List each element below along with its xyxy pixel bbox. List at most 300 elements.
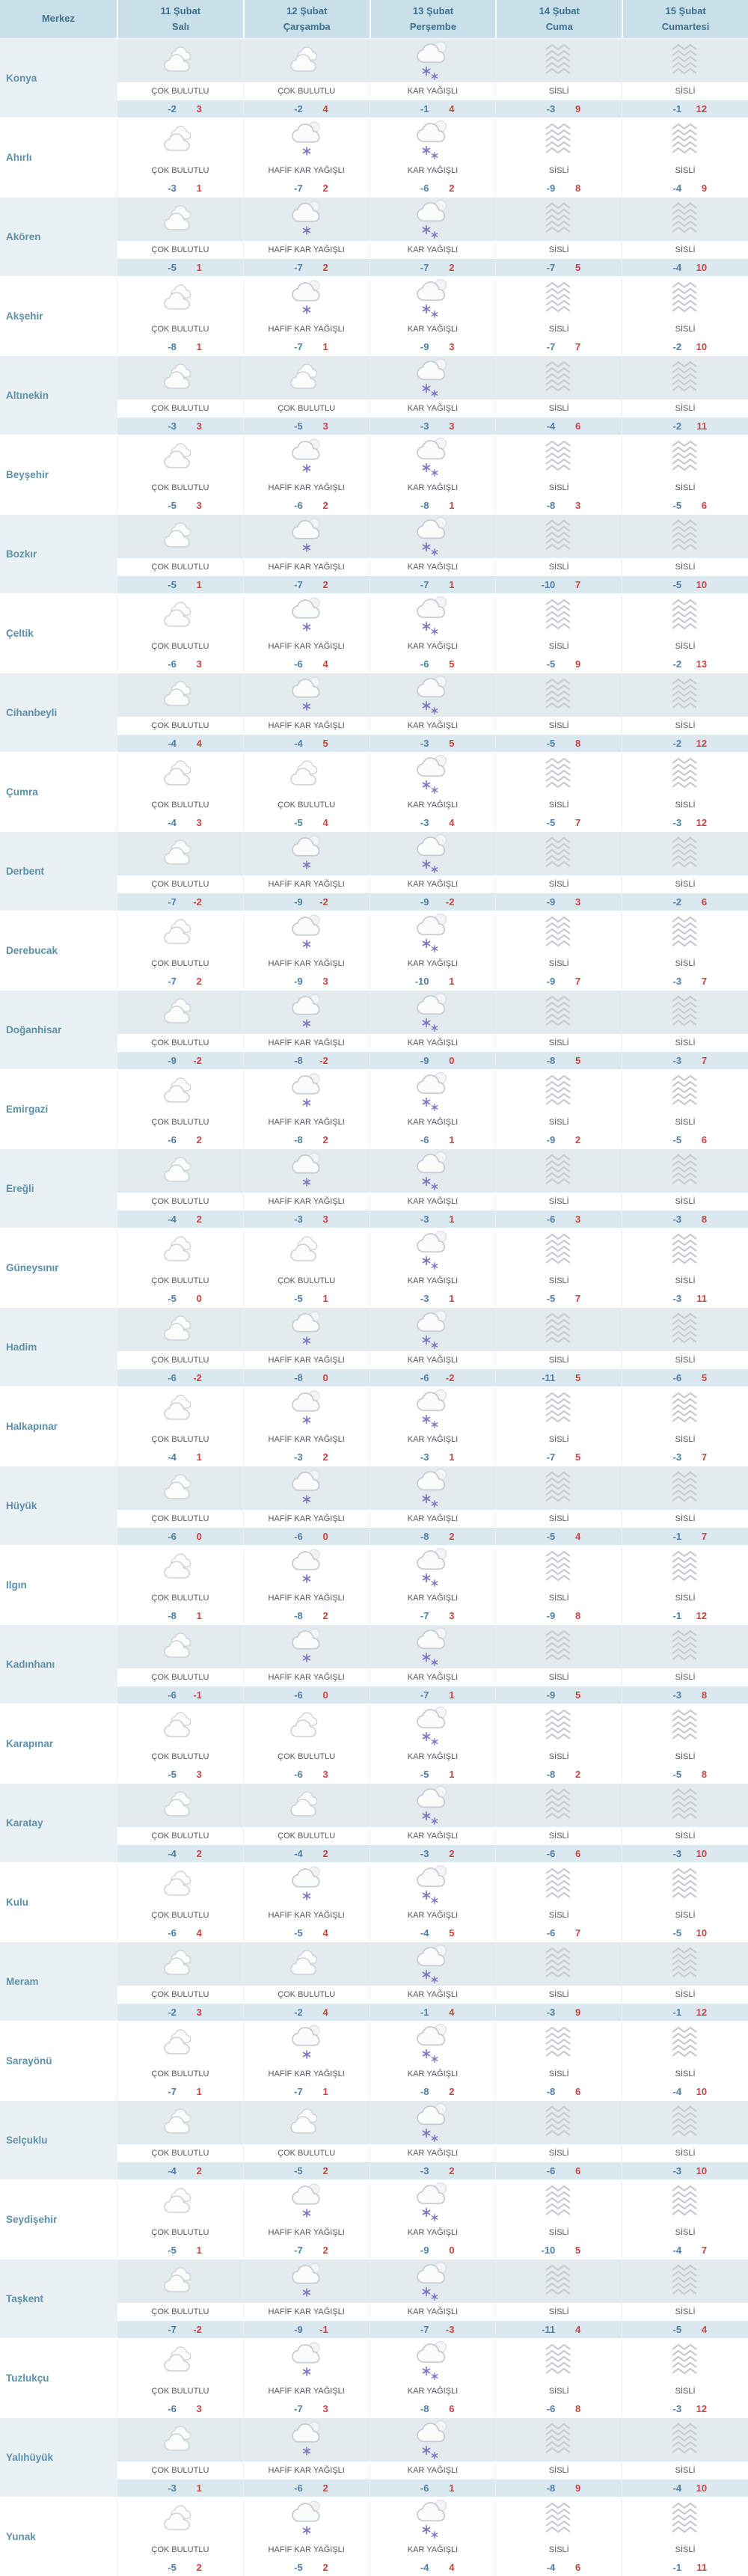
temperature-pair [117,1369,243,1386]
condition-label: HAFİF KAR YAĞIŞLI [244,1668,370,1686]
min-temp: -7 [294,579,303,590]
max-temp: 9 [575,2007,581,2018]
max-temp: 12 [696,1610,708,1621]
max-temp: 1 [196,1610,202,1621]
light-snow-icon [244,1387,370,1431]
condition-label: KAR YAĞIŞLI [370,82,496,100]
forecast-cell [495,1704,622,1783]
district-name-link[interactable]: Derebucak [0,911,117,990]
max-temp: 1 [449,976,455,987]
condition-label: HAFİF KAR YAĞIŞLI [244,875,370,893]
min-temp: -6 [168,1689,177,1701]
district-name-link[interactable]: Akşehir [0,277,117,355]
condition-label: ÇOK BULUTLU [117,2303,243,2321]
temperature-pair [622,814,748,831]
table-row [0,990,748,1069]
district-name-link[interactable]: Güneysınır [0,1229,117,1307]
min-temp: -3 [420,1214,429,1225]
condition-label: HAFİF KAR YAĞIŞLI [244,637,370,655]
temperature-pair [244,814,370,831]
fog-icon [622,1784,748,1827]
min-temp: -9 [546,1689,556,1701]
max-temp: 2 [322,183,328,194]
forecast-cell [117,1229,243,1307]
max-temp: 7 [575,1293,581,1304]
light-snow-icon [244,2022,370,2065]
district-name-link[interactable]: Tuzlukçu [0,2339,117,2417]
max-temp: 6 [575,2562,581,2573]
forecast-days [117,2339,748,2417]
condition-label: KAR YAĞIŞLI [370,320,496,338]
min-temp: -7 [294,2245,303,2256]
fog-icon [496,2180,622,2224]
temperature-pair [496,338,622,355]
district-name-link[interactable]: Karatay [0,1784,117,1862]
temperature-pair [622,735,748,752]
max-temp: 2 [449,2086,455,2097]
fog-icon [496,2260,622,2303]
condition-label: ÇOK BULUTLU [117,717,243,735]
min-temp: -11 [542,2324,556,2335]
condition-label: SİSLİ [622,1034,748,1052]
district-name-link[interactable]: Ereğli [0,1149,117,1228]
district-name-link[interactable]: Selçuklu [0,2101,117,2179]
district-name-link[interactable]: Seydişehir [0,2180,117,2259]
forecast-cell [117,1466,243,1545]
fog-icon [496,1784,622,1827]
max-temp: 4 [196,1927,202,1939]
forecast-days [117,198,748,276]
min-temp: -6 [546,2165,556,2176]
min-temp: -7 [420,579,429,590]
forecast-cell [370,39,496,117]
cloudy-icon [117,1070,243,1113]
condition-label: HAFİF KAR YAĞIŞLI [244,1510,370,1528]
min-temp: -6 [420,1372,429,1383]
max-temp: 7 [575,1927,581,1939]
district-name-link[interactable]: Ahırlı [0,118,117,197]
forecast-days [117,277,748,355]
min-temp: -7 [294,2403,303,2414]
forecast-cell [370,1863,496,1942]
forecast-cell [495,2260,622,2338]
condition-label: ÇOK BULUTLU [117,479,243,497]
forecast-cell [243,1863,370,1942]
snow-icon [370,2180,496,2224]
fog-icon [622,1863,748,1906]
header-day-2 [243,0,370,38]
condition-label: KAR YAĞIŞLI [370,1351,496,1369]
min-temp: -9 [420,2245,429,2256]
temperature-pair [370,1448,496,1466]
forecast-cell [370,2180,496,2259]
temperature-pair [496,1686,622,1704]
condition-label: SİSLİ [496,1827,622,1845]
district-name-link[interactable]: Akören [0,198,117,276]
forecast-cell [117,1308,243,1386]
cloudy-icon [244,1942,370,1986]
min-temp: -4 [168,1848,177,1859]
temperature-pair [244,259,370,276]
min-temp: -6 [168,1372,177,1383]
snow-icon [370,594,496,637]
min-temp: -3 [672,1689,682,1701]
district-name-link[interactable]: Doğanhisar [0,991,117,1069]
max-temp: 3 [196,103,202,114]
table-row [0,752,748,831]
max-temp: 10 [696,2165,708,2176]
temperature-pair [117,735,243,752]
forecast-days [117,594,748,673]
min-temp: -6 [168,2403,177,2414]
min-temp: -8 [420,2086,429,2097]
min-temp: -4 [672,2482,682,2494]
forecast-cell [370,2497,496,2576]
condition-label: SİSLİ [622,1827,748,1845]
fog-icon [622,991,748,1034]
condition-label: HAFİF KAR YAĞIŞLI [244,2224,370,2242]
district-name-link[interactable]: Taşkent [0,2260,117,2338]
snow-icon [370,911,496,955]
forecast-cell [622,991,748,1069]
district-name-link[interactable]: Karapınar [0,1704,117,1783]
district-name-link[interactable]: Yalıhüyük [0,2418,117,2497]
min-temp: -7 [168,2324,177,2335]
condition-label: ÇOK BULUTLU [117,1827,243,1845]
condition-label: HAFİF KAR YAĞIŞLI [244,1351,370,1369]
min-temp: -8 [420,2403,429,2414]
header-date: 14 Şubat [539,5,580,17]
max-temp: 4 [575,1531,581,1542]
temperature-pair [244,1211,370,1228]
fog-icon [496,594,622,637]
forecast-cell [243,1387,370,1466]
forecast-cell [117,2418,243,2497]
temperature-pair [622,1528,748,1545]
condition-label: KAR YAĞIŞLI [370,400,496,417]
max-temp: 5 [575,262,581,273]
condition-label: KAR YAĞIŞLI [370,1748,496,1766]
fog-icon [496,1466,622,1510]
table-row [0,2021,748,2100]
temperature-pair [496,1448,622,1466]
district-name-link[interactable]: Halkapınar [0,1387,117,1466]
fog-icon [496,2339,622,2382]
temperature-pair [622,655,748,673]
temperature-pair [622,1211,748,1228]
min-temp: -5 [420,1769,429,1780]
temperature-pair [496,259,622,276]
min-temp: -9 [546,183,556,194]
temperature-pair [244,1686,370,1704]
condition-label: ÇOK BULUTLU [117,1351,243,1369]
light-snow-icon [244,1466,370,1510]
max-temp: 0 [196,1531,202,1542]
condition-label: HAFİF KAR YAĞIŞLI [244,1431,370,1448]
forecast-cell [243,356,370,435]
forecast-cell [243,515,370,593]
forecast-cell [243,1229,370,1307]
forecast-cell [243,2180,370,2259]
temperature-pair [244,417,370,435]
condition-label: KAR YAĞIŞLI [370,717,496,735]
temperature-pair [244,973,370,990]
temperature-pair [496,655,622,673]
max-temp: 12 [696,817,708,828]
forecast-cell [243,1704,370,1783]
temperature-pair [496,1607,622,1624]
condition-label: SİSLİ [496,1193,622,1211]
max-temp: 7 [575,341,581,352]
forecast-cell [243,2418,370,2497]
cloudy-icon [117,1308,243,1351]
temperature-pair [622,180,748,197]
cloudy-icon [117,2180,243,2224]
condition-label: ÇOK BULUTLU [117,1034,243,1052]
forecast-cell [495,2339,622,2417]
district-name-link[interactable]: Cihanbeyli [0,673,117,752]
snow-icon [370,198,496,241]
forecast-days [117,1546,748,1624]
forecast-days [117,2180,748,2259]
table-row [0,1069,748,1148]
header-date: 11 Şubat [160,5,201,17]
table-row [0,2497,748,2576]
temperature-pair [244,893,370,911]
min-temp: -4 [672,262,682,273]
condition-label: ÇOK BULUTLU [117,2065,243,2083]
condition-label: KAR YAĞIŞLI [370,2224,496,2242]
min-temp: -4 [546,2562,556,2573]
condition-label: SİSLİ [622,1906,748,1924]
temperature-pair [244,1924,370,1942]
max-temp: 4 [701,2324,708,2335]
district-name-link[interactable]: Çumra [0,753,117,831]
min-temp: -4 [168,1451,177,1463]
max-temp: 12 [696,2403,708,2414]
cloudy-icon [117,277,243,320]
table-row [0,1783,748,1862]
forecast-cell [622,118,748,197]
max-temp: 11 [696,420,708,432]
cloudy-icon [117,753,243,796]
district-name-link[interactable]: Hadim [0,1308,117,1386]
cloudy-icon [117,2339,243,2382]
max-temp: 3 [196,2403,202,2414]
max-temp: 3 [322,420,328,432]
max-temp: 2 [449,1531,455,1542]
forecast-cell [495,991,622,1069]
forecast-cell [622,277,748,355]
min-temp: -4 [420,1927,429,1939]
forecast-days [117,673,748,752]
district-name-link[interactable]: Emirgazi [0,1070,117,1148]
district-name-link[interactable]: Konya [0,39,117,117]
max-temp: 7 [575,817,581,828]
cloudy-icon [117,356,243,400]
temperature-pair [622,100,748,117]
condition-label: SİSLİ [622,1272,748,1290]
condition-label: SİSLİ [496,241,622,259]
district-name-link[interactable]: Meram [0,1942,117,2021]
district-name-link[interactable]: Bozkır [0,515,117,593]
temperature-pair [244,338,370,355]
table-row [0,1942,748,2021]
cloudy-icon [244,1704,370,1748]
forecast-cell [117,277,243,355]
forecast-cell [117,356,243,435]
max-temp: 7 [701,1531,708,1542]
max-temp: 10 [696,262,708,273]
condition-label: KAR YAĞIŞLI [370,637,496,655]
max-temp: 1 [322,2086,328,2097]
condition-label: HAFİF KAR YAĞIŞLI [244,2541,370,2559]
max-temp: 3 [575,500,581,511]
min-temp: -5 [672,500,682,511]
district-name-link[interactable]: Kadınhanı [0,1625,117,1704]
min-temp: -2 [672,341,682,352]
max-temp: 1 [322,341,328,352]
table-row [0,1862,748,1942]
forecast-cell [495,1466,622,1545]
condition-label: ÇOK BULUTLU [117,1589,243,1607]
condition-label: KAR YAĞIŞLI [370,1589,496,1607]
max-temp: 7 [701,1055,708,1066]
condition-label: SİSLİ [622,1510,748,1528]
district-name-link[interactable]: Sarayönü [0,2022,117,2100]
max-temp: 5 [575,1451,581,1463]
forecast-cell [495,1308,622,1386]
condition-label: ÇOK BULUTLU [117,1748,243,1766]
condition-label: KAR YAĞIŞLI [370,875,496,893]
min-temp: -7 [546,262,556,273]
cloudy-icon [244,356,370,400]
max-temp: 6 [575,420,581,432]
forecast-cell [370,1546,496,1624]
fog-icon [622,198,748,241]
min-temp: -1 [672,1531,682,1542]
condition-label: HAFİF KAR YAĞIŞLI [244,2303,370,2321]
forecast-days [117,118,748,197]
table-body [0,38,748,2576]
temperature-pair [370,973,496,990]
min-temp: -5 [294,420,303,432]
condition-label: SİSLİ [622,717,748,735]
min-temp: -3 [672,1451,682,1463]
temperature-pair [496,2083,622,2100]
temperature-pair [496,814,622,831]
district-name-link[interactable]: Altınekin [0,356,117,435]
district-name-link[interactable]: Beyşehir [0,435,117,514]
temperature-pair [496,2479,622,2497]
forecast-cell [495,198,622,276]
max-temp: 3 [196,1769,202,1780]
table-row [0,514,748,593]
forecast-cell [370,118,496,197]
cloudy-icon [244,1229,370,1272]
condition-label: SİSLİ [622,1351,748,1369]
temperature-pair [117,259,243,276]
temperature-pair [117,1528,243,1545]
light-snow-icon [244,2418,370,2462]
min-temp: -8 [420,500,429,511]
temperature-pair [370,1766,496,1783]
max-temp: 6 [701,896,708,908]
condition-label: ÇOK BULUTLU [117,1906,243,1924]
temperature-pair [370,576,496,593]
condition-label: SİSLİ [496,637,622,655]
temperature-pair [117,180,243,197]
table-row [0,276,748,355]
table-row [0,38,748,117]
forecast-cell [370,515,496,593]
fog-icon [622,2022,748,2065]
min-temp: -4 [168,738,177,749]
temperature-pair [496,1211,622,1228]
max-temp: 1 [449,579,455,590]
forecast-days [117,1942,748,2021]
table-row [0,2100,748,2179]
max-temp: 2 [575,1769,581,1780]
condition-label: SİSLİ [496,1034,622,1052]
cloudy-icon [117,2497,243,2541]
temperature-pair [622,2242,748,2259]
max-temp: 3 [575,1214,581,1225]
forecast-cell [622,356,748,435]
condition-label: SİSLİ [622,558,748,576]
min-temp: -1 [420,103,429,114]
district-name-link[interactable]: Hüyük [0,1466,117,1545]
condition-label: SİSLİ [496,2541,622,2559]
temperature-pair [370,2004,496,2021]
temperature-pair [622,2400,748,2417]
cloudy-icon [117,2022,243,2065]
forecast-cell [117,1387,243,1466]
max-temp: 1 [196,1451,202,1463]
max-temp: -1 [193,1689,202,1701]
max-temp: 5 [701,1372,708,1383]
district-name-link[interactable]: Ilgın [0,1546,117,1624]
min-temp: -7 [546,341,556,352]
forecast-cell [622,1466,748,1545]
min-temp: -11 [542,1372,556,1383]
max-temp: 2 [196,1134,202,1145]
temperature-pair [117,1290,243,1307]
temperature-pair [496,2162,622,2179]
forecast-cell [117,1070,243,1148]
district-name-link[interactable]: Yunak [0,2497,117,2576]
condition-label: KAR YAĞIŞLI [370,558,496,576]
min-temp: -4 [168,817,177,828]
district-name-link[interactable]: Derbent [0,832,117,911]
condition-label: HAFİF KAR YAĞIŞLI [244,1193,370,1211]
fog-icon [496,1387,622,1431]
min-temp: -3 [672,1293,682,1304]
temperature-pair [370,1211,496,1228]
forecast-cell [622,515,748,593]
min-temp: -6 [420,183,429,194]
condition-label: HAFİF KAR YAĞIŞLI [244,1589,370,1607]
table-row [0,355,748,435]
forecast-cell [622,2339,748,2417]
temperature-pair [622,2559,748,2576]
district-name-link[interactable]: Çeltik [0,594,117,673]
forecast-cell [117,753,243,831]
min-temp: -1 [672,2562,682,2573]
min-temp: -8 [294,1134,303,1145]
max-temp: 0 [196,1293,202,1304]
district-name-link[interactable]: Kulu [0,1863,117,1942]
